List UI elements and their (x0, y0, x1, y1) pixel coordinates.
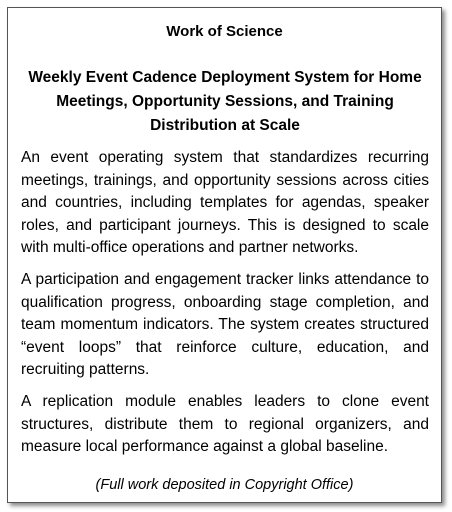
document-card (7, 7, 442, 503)
document-heading: Work of Science (166, 23, 283, 40)
paragraph-engagement-tracker: A participation and engagement tracker links attendance to qualification progress, onboarding stage completion, and team momentum indicators. The system creates structured “event loops” that reinforce culture, education, and recruiting patterns. (21, 271, 429, 378)
paragraph-replication-module: A replication module enables leaders to clone event structures, distribute them to regional organizers, and measure local performance against a global baseline. (21, 393, 429, 455)
deposit-note: (Full work deposited in Copyright Office) (95, 477, 354, 493)
document-title: Weekly Event Cadence Deployment System for Home Meetings, Opportunity Sessions, and Training Distribution at Scale (28, 69, 422, 134)
paragraph-event-operating-system: An event operating system that standardizes recurring meetings, trainings, and opportunity sessions across cities and countries, including templates for agendas, speaker roles, and participant journeys. This is designed to scale with multi-office operations and partner networks. (21, 149, 429, 256)
